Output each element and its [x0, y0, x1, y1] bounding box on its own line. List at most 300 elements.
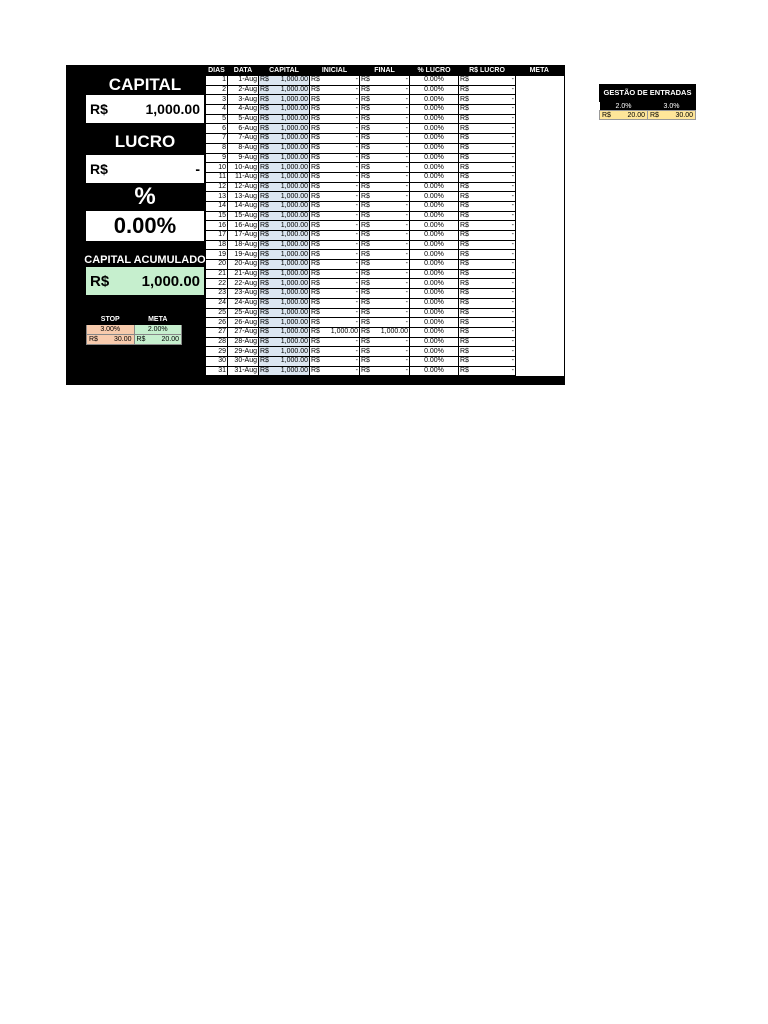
- dias-cell[interactable]: 17: [206, 231, 228, 241]
- meta-cell[interactable]: [516, 95, 564, 105]
- capital-cell[interactable]: R$ 1,000.00: [260, 202, 308, 210]
- meta-cell[interactable]: [516, 85, 564, 95]
- stop-value-cell[interactable]: [87, 335, 135, 345]
- table-row: [206, 327, 564, 337]
- dias-cell[interactable]: 2: [206, 85, 228, 95]
- stop-pct-cell[interactable]: 3.00%: [87, 325, 135, 335]
- meta-cell[interactable]: [516, 114, 564, 124]
- gestao-entradas-panel: [599, 84, 696, 120]
- rs-lucro-cell[interactable]: R$ -: [460, 182, 514, 190]
- rs-lucro-cell[interactable]: R$ -: [460, 250, 514, 258]
- pct-lucro-cell[interactable]: 0.00%: [410, 124, 459, 134]
- inicial-cell[interactable]: R$ -: [311, 86, 358, 94]
- inicial-cell[interactable]: R$ -: [311, 202, 358, 210]
- table-row: [206, 192, 564, 202]
- table-row: [206, 260, 564, 270]
- meta-value-cell[interactable]: [134, 335, 182, 345]
- capital-cell[interactable]: R$ 1,000.00: [260, 366, 308, 374]
- meta-cell[interactable]: [516, 318, 564, 328]
- rs-lucro-cell[interactable]: R$ -: [460, 202, 514, 210]
- rs-lucro-cell[interactable]: R$ -: [460, 124, 514, 132]
- capital-cell[interactable]: R$ 1,000.00: [260, 270, 308, 278]
- dias-cell[interactable]: 5: [206, 114, 228, 124]
- inicial-cell[interactable]: R$ -: [311, 124, 358, 132]
- capital-cell[interactable]: R$ 1,000.00: [260, 144, 308, 152]
- table-row: [206, 201, 564, 211]
- data-cell[interactable]: 8-Aug: [228, 143, 259, 153]
- meta-cell[interactable]: [516, 124, 564, 134]
- pct-lucro-cell[interactable]: 0.00%: [410, 153, 459, 163]
- meta-pct-cell[interactable]: 2.00%: [134, 325, 182, 335]
- inicial-cell[interactable]: R$ -: [311, 105, 358, 113]
- data-cell[interactable]: 30-Aug: [228, 356, 259, 366]
- meta-cell[interactable]: [516, 240, 564, 250]
- pct-lucro-cell[interactable]: 0.00%: [410, 182, 459, 192]
- final-cell[interactable]: R$ -: [361, 221, 408, 229]
- data-cell[interactable]: 21-Aug: [228, 269, 259, 279]
- final-cell[interactable]: R$ -: [361, 211, 408, 219]
- capital-cell[interactable]: R$ 1,000.00: [260, 289, 308, 297]
- meta-cell[interactable]: [516, 201, 564, 211]
- final-cell[interactable]: R$ -: [361, 105, 408, 113]
- capital-cell[interactable]: R$ 1,000.00: [260, 250, 308, 258]
- final-cell[interactable]: R$ -: [361, 318, 408, 326]
- data-cell[interactable]: 26-Aug: [228, 318, 259, 328]
- dias-cell[interactable]: 29: [206, 347, 228, 357]
- data-cell[interactable]: 28-Aug: [228, 337, 259, 347]
- gestao-value-2-cell[interactable]: [648, 111, 696, 120]
- meta-cell[interactable]: [516, 308, 564, 318]
- capital-cell[interactable]: R$ 1,000.00: [260, 221, 308, 229]
- rs-lucro-cell[interactable]: R$ -: [460, 153, 514, 161]
- data-cell[interactable]: 4-Aug: [228, 105, 259, 115]
- final-cell[interactable]: R$ -: [361, 134, 408, 142]
- capital-cell[interactable]: R$ 1,000.00: [260, 153, 308, 161]
- table-row: [206, 269, 564, 279]
- inicial-cell[interactable]: R$ 1,000.00: [311, 328, 358, 336]
- capital-cell[interactable]: R$ 1,000.00: [260, 308, 308, 316]
- capital-cell[interactable]: R$ 1,000.00: [260, 86, 308, 94]
- table-row: [206, 250, 564, 260]
- dias-cell[interactable]: 14: [206, 201, 228, 211]
- meta-cell[interactable]: [516, 347, 564, 357]
- data-cell[interactable]: 18-Aug: [228, 240, 259, 250]
- table-row: [206, 182, 564, 192]
- meta-cell[interactable]: [516, 192, 564, 202]
- inicial-cell[interactable]: R$ -: [311, 366, 358, 374]
- pct-lucro-cell[interactable]: 0.00%: [410, 105, 459, 115]
- data-cell[interactable]: 16-Aug: [228, 221, 259, 231]
- rs-lucro-cell[interactable]: R$ -: [460, 105, 514, 113]
- dias-cell[interactable]: 19: [206, 250, 228, 260]
- rs-lucro-cell[interactable]: R$ -: [460, 270, 514, 278]
- acumulado-title: CAPITAL ACUMULADO: [84, 254, 206, 266]
- data-cell[interactable]: 5-Aug: [228, 114, 259, 124]
- meta-cell[interactable]: [516, 260, 564, 270]
- pct-lucro-cell[interactable]: 0.00%: [410, 279, 459, 289]
- header-meta: META: [516, 66, 564, 76]
- percent-value[interactable]: 0.00%: [86, 211, 204, 241]
- final-cell[interactable]: R$ -: [361, 95, 408, 103]
- table-row: [206, 347, 564, 357]
- meta-cell[interactable]: [516, 211, 564, 221]
- dias-cell[interactable]: 27: [206, 327, 228, 337]
- inicial-cell[interactable]: R$ -: [311, 115, 358, 123]
- table-row: [206, 143, 564, 153]
- final-cell[interactable]: R$ -: [361, 173, 408, 181]
- table-row: [206, 366, 564, 376]
- table-row: [206, 221, 564, 231]
- final-cell[interactable]: R$ -: [361, 115, 408, 123]
- dias-cell[interactable]: 31: [206, 366, 228, 376]
- lucro-value-cell[interactable]: [86, 155, 204, 183]
- data-cell[interactable]: 31-Aug: [228, 366, 259, 376]
- gestao-pct-2[interactable]: 3.0%: [648, 102, 696, 111]
- final-cell[interactable]: R$ -: [361, 144, 408, 152]
- table-row: [206, 76, 564, 86]
- pct-lucro-cell[interactable]: 0.00%: [410, 337, 459, 347]
- rs-lucro-cell[interactable]: R$ -: [460, 328, 514, 336]
- rs-lucro-cell[interactable]: R$ -: [460, 173, 514, 181]
- dias-cell[interactable]: 10: [206, 163, 228, 173]
- data-cell[interactable]: 27-Aug: [228, 327, 259, 337]
- capital-cell[interactable]: R$ 1,000.00: [260, 328, 308, 336]
- final-cell[interactable]: R$ -: [361, 347, 408, 355]
- inicial-cell[interactable]: R$ -: [311, 357, 358, 365]
- meta-cell[interactable]: [516, 250, 564, 260]
- meta-cell[interactable]: [516, 269, 564, 279]
- capital-cell[interactable]: R$ 1,000.00: [260, 173, 308, 181]
- dias-cell[interactable]: 1: [206, 76, 228, 86]
- table-row: [206, 163, 564, 173]
- final-cell[interactable]: R$ -: [361, 182, 408, 190]
- inicial-cell[interactable]: R$ -: [311, 250, 358, 258]
- rs-lucro-cell[interactable]: R$ -: [460, 221, 514, 229]
- acumulado-value-cell[interactable]: [86, 267, 204, 295]
- percent-title: %: [134, 183, 156, 210]
- final-cell[interactable]: R$ -: [361, 289, 408, 297]
- inicial-cell[interactable]: R$ -: [311, 95, 358, 103]
- capital-cell[interactable]: R$ 1,000.00: [260, 211, 308, 219]
- final-cell[interactable]: R$ -: [361, 270, 408, 278]
- meta-cell[interactable]: [516, 279, 564, 289]
- dias-cell[interactable]: 7: [206, 134, 228, 144]
- meta-cell[interactable]: [516, 289, 564, 299]
- final-cell[interactable]: R$ -: [361, 192, 408, 200]
- inicial-cell[interactable]: R$ -: [311, 347, 358, 355]
- meta-cell[interactable]: [516, 143, 564, 153]
- final-cell[interactable]: R$ -: [361, 231, 408, 239]
- final-cell[interactable]: R$ -: [361, 308, 408, 316]
- dias-cell[interactable]: 20: [206, 260, 228, 270]
- data-cell[interactable]: 10-Aug: [228, 163, 259, 173]
- gestao-pct-1[interactable]: 2.0%: [600, 102, 648, 111]
- rs-lucro-cell[interactable]: R$ -: [460, 134, 514, 142]
- rs-lucro-cell[interactable]: R$ -: [460, 299, 514, 307]
- meta-cell[interactable]: [516, 231, 564, 241]
- pct-lucro-cell[interactable]: 0.00%: [410, 95, 459, 105]
- inicial-cell[interactable]: R$ -: [311, 279, 358, 287]
- data-cell[interactable]: 13-Aug: [228, 192, 259, 202]
- pct-lucro-cell[interactable]: 0.00%: [410, 308, 459, 318]
- dias-cell[interactable]: 13: [206, 192, 228, 202]
- capital-cell[interactable]: R$ 1,000.00: [260, 115, 308, 123]
- dias-cell[interactable]: 15: [206, 211, 228, 221]
- inicial-cell[interactable]: R$ -: [311, 173, 358, 181]
- pct-lucro-cell[interactable]: 0.00%: [410, 114, 459, 124]
- dias-cell[interactable]: 16: [206, 221, 228, 231]
- final-cell[interactable]: R$ -: [361, 250, 408, 258]
- dias-cell[interactable]: 3: [206, 95, 228, 105]
- dias-cell[interactable]: 6: [206, 124, 228, 134]
- rs-lucro-cell[interactable]: R$ -: [460, 95, 514, 103]
- inicial-cell[interactable]: R$ -: [311, 289, 358, 297]
- dias-cell[interactable]: 11: [206, 172, 228, 182]
- meta-cell[interactable]: [516, 76, 564, 86]
- pct-lucro-cell[interactable]: 0.00%: [410, 318, 459, 328]
- data-cell[interactable]: 24-Aug: [228, 298, 259, 308]
- inicial-cell[interactable]: R$ -: [311, 308, 358, 316]
- final-cell[interactable]: R$ -: [361, 357, 408, 365]
- data-cell[interactable]: 20-Aug: [228, 260, 259, 270]
- inicial-cell[interactable]: R$ -: [311, 182, 358, 190]
- rs-lucro-cell[interactable]: R$ -: [460, 211, 514, 219]
- capital-cell[interactable]: R$ 1,000.00: [260, 76, 308, 84]
- final-cell[interactable]: R$ -: [361, 76, 408, 84]
- inicial-cell[interactable]: R$ -: [311, 221, 358, 229]
- data-cell[interactable]: 9-Aug: [228, 153, 259, 163]
- meta-cell[interactable]: [516, 366, 564, 376]
- pct-lucro-cell[interactable]: 0.00%: [410, 134, 459, 144]
- final-cell[interactable]: R$ -: [361, 124, 408, 132]
- final-cell[interactable]: R$ -: [361, 86, 408, 94]
- pct-lucro-cell[interactable]: 0.00%: [410, 298, 459, 308]
- rs-lucro-cell[interactable]: R$ -: [460, 76, 514, 84]
- final-cell[interactable]: R$ -: [361, 202, 408, 210]
- final-cell[interactable]: R$ 1,000.00: [361, 328, 408, 336]
- capital-cell[interactable]: R$ 1,000.00: [260, 318, 308, 326]
- pct-lucro-cell[interactable]: 0.00%: [410, 85, 459, 95]
- data-cell[interactable]: 17-Aug: [228, 231, 259, 241]
- meta-cell[interactable]: [516, 182, 564, 192]
- dias-cell[interactable]: 18: [206, 240, 228, 250]
- capital-cell[interactable]: R$ 1,000.00: [260, 260, 308, 268]
- capital-cell[interactable]: R$ 1,000.00: [260, 95, 308, 103]
- inicial-cell[interactable]: R$ -: [311, 337, 358, 345]
- rs-lucro-cell[interactable]: R$ -: [460, 308, 514, 316]
- rs-lucro-cell[interactable]: R$ -: [460, 337, 514, 345]
- dias-cell[interactable]: 22: [206, 279, 228, 289]
- final-cell[interactable]: R$ -: [361, 163, 408, 171]
- rs-lucro-cell[interactable]: R$ -: [460, 318, 514, 326]
- final-cell[interactable]: R$ -: [361, 241, 408, 249]
- dias-cell[interactable]: 30: [206, 356, 228, 366]
- data-cell[interactable]: 15-Aug: [228, 211, 259, 221]
- data-cell[interactable]: 7-Aug: [228, 134, 259, 144]
- header-dias: DIAS: [206, 66, 228, 76]
- capital-value: 1,000.00: [145, 101, 200, 117]
- data-cell[interactable]: 19-Aug: [228, 250, 259, 260]
- capital-value-cell[interactable]: [86, 95, 204, 123]
- dias-cell[interactable]: 23: [206, 289, 228, 299]
- capital-cell[interactable]: R$ 1,000.00: [260, 192, 308, 200]
- meta-cell[interactable]: [516, 153, 564, 163]
- capital-cell[interactable]: R$ 1,000.00: [260, 299, 308, 307]
- capital-cell[interactable]: R$ 1,000.00: [260, 105, 308, 113]
- capital-cell[interactable]: R$ 1,000.00: [260, 182, 308, 190]
- inicial-cell[interactable]: R$ -: [311, 144, 358, 152]
- capital-cell[interactable]: R$ 1,000.00: [260, 279, 308, 287]
- pct-lucro-cell[interactable]: 0.00%: [410, 163, 459, 173]
- data-cell[interactable]: 1-Aug: [228, 76, 259, 86]
- capital-cell[interactable]: R$ 1,000.00: [260, 357, 308, 365]
- inicial-cell[interactable]: R$ -: [311, 260, 358, 268]
- dias-cell[interactable]: 4: [206, 105, 228, 115]
- meta-cell[interactable]: [516, 163, 564, 173]
- meta-cell[interactable]: [516, 105, 564, 115]
- pct-lucro-cell[interactable]: 0.00%: [410, 76, 459, 86]
- rs-lucro-cell[interactable]: R$ -: [460, 115, 514, 123]
- rs-lucro-cell[interactable]: R$ -: [460, 231, 514, 239]
- final-cell[interactable]: R$ -: [361, 299, 408, 307]
- header-pct-lucro: % LUCRO: [410, 66, 459, 76]
- rs-lucro-cell[interactable]: R$ -: [460, 260, 514, 268]
- final-cell[interactable]: R$ -: [361, 337, 408, 345]
- table-row: [206, 172, 564, 182]
- capital-cell[interactable]: R$ 1,000.00: [260, 241, 308, 249]
- table-row: [206, 153, 564, 163]
- final-cell[interactable]: R$ -: [361, 260, 408, 268]
- table-header-row: [206, 66, 564, 76]
- inicial-cell[interactable]: R$ -: [311, 270, 358, 278]
- meta-cell[interactable]: [516, 172, 564, 182]
- pct-lucro-cell[interactable]: 0.00%: [410, 289, 459, 299]
- rs-lucro-cell[interactable]: R$ -: [460, 289, 514, 297]
- final-cell[interactable]: R$ -: [361, 279, 408, 287]
- pct-lucro-cell[interactable]: 0.00%: [410, 201, 459, 211]
- dias-cell[interactable]: 28: [206, 337, 228, 347]
- inicial-cell[interactable]: R$ -: [311, 134, 358, 142]
- table-row: [206, 231, 564, 241]
- rs-lucro-cell[interactable]: R$ -: [460, 366, 514, 374]
- data-cell[interactable]: 25-Aug: [228, 308, 259, 318]
- data-cell[interactable]: 23-Aug: [228, 289, 259, 299]
- pct-lucro-cell[interactable]: 0.00%: [410, 260, 459, 270]
- meta-cell[interactable]: [516, 337, 564, 347]
- meta-cell[interactable]: [516, 221, 564, 231]
- rs-lucro-cell[interactable]: R$ -: [460, 241, 514, 249]
- inicial-cell[interactable]: R$ -: [311, 299, 358, 307]
- pct-lucro-cell[interactable]: 0.00%: [410, 347, 459, 357]
- inicial-cell[interactable]: R$ -: [311, 241, 358, 249]
- capital-cell[interactable]: R$ 1,000.00: [260, 124, 308, 132]
- dias-cell[interactable]: 12: [206, 182, 228, 192]
- pct-lucro-cell[interactable]: 0.00%: [410, 231, 459, 241]
- meta-header: META: [134, 315, 182, 325]
- inicial-cell[interactable]: R$ -: [311, 153, 358, 161]
- daily-table: [205, 66, 564, 376]
- stop-header: STOP: [87, 315, 135, 325]
- data-cell[interactable]: 2-Aug: [228, 85, 259, 95]
- data-cell[interactable]: 12-Aug: [228, 182, 259, 192]
- rs-lucro-cell[interactable]: R$ -: [460, 86, 514, 94]
- capital-cell[interactable]: R$ 1,000.00: [260, 337, 308, 345]
- pct-lucro-cell[interactable]: 0.00%: [410, 269, 459, 279]
- gestao-currency-2: R$: [650, 111, 659, 119]
- inicial-cell[interactable]: R$ -: [311, 76, 358, 84]
- acumulado-currency: R$: [90, 272, 110, 290]
- data-cell[interactable]: 3-Aug: [228, 95, 259, 105]
- rs-lucro-cell[interactable]: R$ -: [460, 357, 514, 365]
- inicial-cell[interactable]: R$ -: [311, 211, 358, 219]
- rs-lucro-cell[interactable]: R$ -: [460, 347, 514, 355]
- meta-cell[interactable]: [516, 134, 564, 144]
- inicial-cell[interactable]: R$ -: [311, 192, 358, 200]
- pct-lucro-cell[interactable]: 0.00%: [410, 143, 459, 153]
- pct-lucro-cell[interactable]: 0.00%: [410, 211, 459, 221]
- table-row: [206, 105, 564, 115]
- pct-lucro-cell[interactable]: 0.00%: [410, 250, 459, 260]
- pct-lucro-cell[interactable]: 0.00%: [410, 366, 459, 376]
- dias-cell[interactable]: 24: [206, 298, 228, 308]
- table-row: [206, 211, 564, 221]
- pct-lucro-cell[interactable]: 0.00%: [410, 172, 459, 182]
- dias-cell[interactable]: 8: [206, 143, 228, 153]
- capital-cell[interactable]: R$ 1,000.00: [260, 163, 308, 171]
- pct-lucro-cell[interactable]: 0.00%: [410, 240, 459, 250]
- table-row: [206, 356, 564, 366]
- data-cell[interactable]: 6-Aug: [228, 124, 259, 134]
- pct-lucro-cell[interactable]: 0.00%: [410, 192, 459, 202]
- gestao-value-1-cell[interactable]: [600, 111, 648, 120]
- meta-cell[interactable]: [516, 298, 564, 308]
- inicial-cell[interactable]: R$ -: [311, 318, 358, 326]
- dias-cell[interactable]: 21: [206, 269, 228, 279]
- final-cell[interactable]: R$ -: [361, 153, 408, 161]
- dias-cell[interactable]: 9: [206, 153, 228, 163]
- inicial-cell[interactable]: R$ -: [311, 163, 358, 171]
- pct-lucro-cell[interactable]: 0.00%: [410, 221, 459, 231]
- rs-lucro-cell[interactable]: R$ -: [460, 144, 514, 152]
- header-inicial: INICIAL: [310, 66, 360, 76]
- rs-lucro-cell[interactable]: R$ -: [460, 279, 514, 287]
- pct-lucro-cell[interactable]: 0.00%: [410, 356, 459, 366]
- header-data: DATA: [228, 66, 259, 76]
- dias-cell[interactable]: 25: [206, 308, 228, 318]
- inicial-cell[interactable]: R$ -: [311, 231, 358, 239]
- data-cell[interactable]: 29-Aug: [228, 347, 259, 357]
- rs-lucro-cell[interactable]: R$ -: [460, 192, 514, 200]
- pct-lucro-cell[interactable]: 0.00%: [410, 327, 459, 337]
- acumulado-value: 1,000.00: [141, 272, 200, 290]
- data-cell[interactable]: 14-Aug: [228, 201, 259, 211]
- stop-currency: R$: [89, 336, 98, 343]
- rs-lucro-cell[interactable]: R$ -: [460, 163, 514, 171]
- meta-cell[interactable]: [516, 356, 564, 366]
- header-final: FINAL: [360, 66, 410, 76]
- dias-cell[interactable]: 26: [206, 318, 228, 328]
- data-cell[interactable]: 22-Aug: [228, 279, 259, 289]
- table-row: [206, 308, 564, 318]
- data-cell[interactable]: 11-Aug: [228, 172, 259, 182]
- capital-cell[interactable]: R$ 1,000.00: [260, 134, 308, 142]
- meta-cell[interactable]: [516, 327, 564, 337]
- final-cell[interactable]: R$ -: [361, 366, 408, 374]
- capital-cell[interactable]: R$ 1,000.00: [260, 347, 308, 355]
- table-row: [206, 124, 564, 134]
- header-rs-lucro: R$ LUCRO: [459, 66, 516, 76]
- capital-cell[interactable]: R$ 1,000.00: [260, 231, 308, 239]
